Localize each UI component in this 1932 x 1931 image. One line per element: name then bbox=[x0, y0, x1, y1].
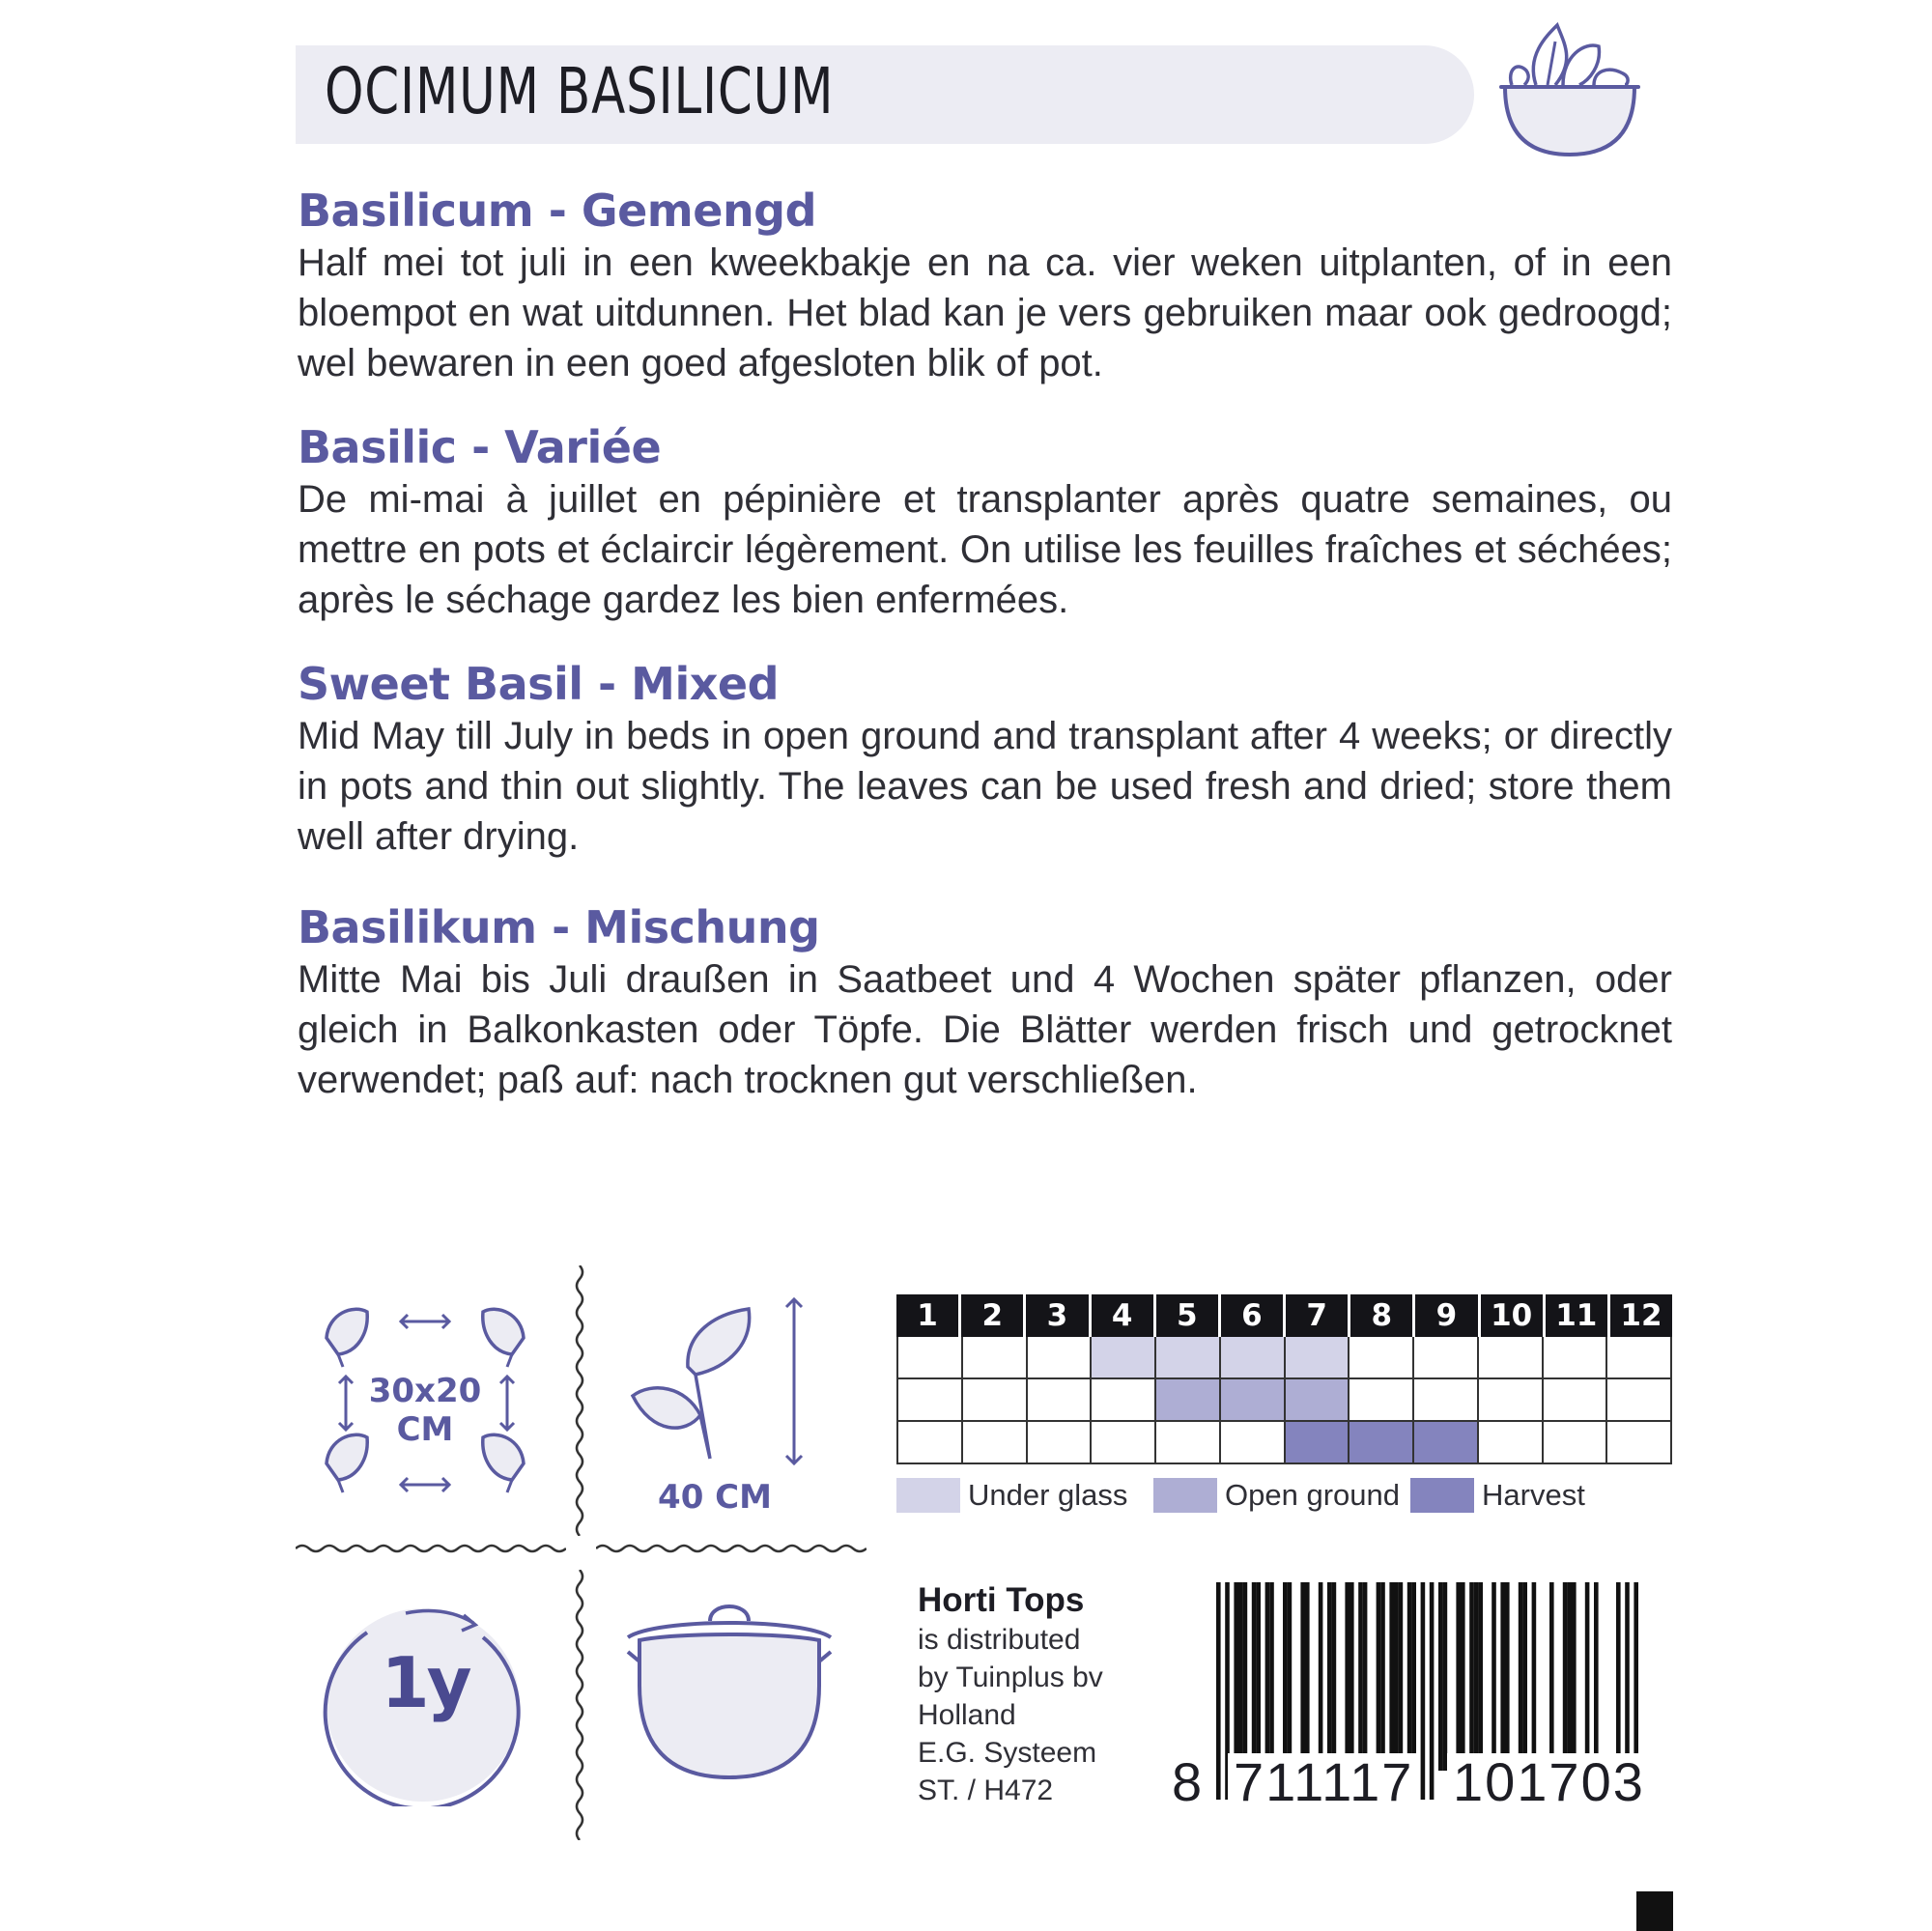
calendar-cell bbox=[1607, 1379, 1672, 1422]
barcode-bar bbox=[1563, 1582, 1568, 1771]
calendar-cell bbox=[963, 1379, 1028, 1422]
barcode-bar bbox=[1283, 1582, 1288, 1771]
calendar-grid bbox=[896, 1337, 1672, 1464]
barcode-bar bbox=[1456, 1582, 1461, 1771]
barcode-bar bbox=[1358, 1582, 1363, 1771]
brand-name: Horti Tops bbox=[918, 1581, 1085, 1619]
barcode-bar bbox=[1252, 1582, 1257, 1771]
barcode-bar bbox=[1332, 1582, 1337, 1771]
life-cycle-label: 1y bbox=[381, 1642, 469, 1723]
legend-under-glass bbox=[896, 1476, 1127, 1515]
barcode-bar bbox=[1522, 1582, 1527, 1771]
sowing-calendar bbox=[896, 1294, 1672, 1464]
barcode-bar bbox=[1585, 1582, 1590, 1771]
legend-swatch bbox=[1410, 1478, 1474, 1513]
barcode-group-right: 101703 bbox=[1447, 1753, 1651, 1811]
calendar-row bbox=[896, 1337, 1672, 1379]
calendar-cell bbox=[1414, 1337, 1479, 1379]
section-title: Basilic - Variée bbox=[298, 421, 662, 473]
spacing-label bbox=[357, 1372, 493, 1449]
barcode-bar bbox=[1492, 1582, 1496, 1771]
plant-height-icon bbox=[618, 1290, 821, 1473]
barcode-bar bbox=[1377, 1582, 1381, 1771]
distributor-line: E.G. Systeem bbox=[918, 1737, 1097, 1769]
barcode-bar bbox=[1350, 1582, 1354, 1771]
print-mark bbox=[1636, 1891, 1673, 1931]
calendar-cell bbox=[898, 1379, 963, 1422]
calendar-cell bbox=[1221, 1337, 1286, 1379]
legend-label: Open ground bbox=[1225, 1478, 1400, 1512]
barcode-bar bbox=[1407, 1582, 1412, 1771]
calendar-cell bbox=[1479, 1422, 1544, 1464]
calendar-cell bbox=[1092, 1337, 1156, 1379]
calendar-cell bbox=[1028, 1379, 1093, 1422]
legend-swatch bbox=[1153, 1478, 1217, 1513]
calendar-cell bbox=[1286, 1422, 1350, 1464]
section-text: Mid May till July in beds in open ground and transplant after 4 weeks; or directly in pots and thin out slightly. The leaves can be used fresh and dried; store them well after drying. bbox=[298, 715, 1672, 858]
legend-label: Harvest bbox=[1482, 1478, 1585, 1512]
wavy-divider bbox=[596, 1539, 867, 1558]
spacing-value: 30x20 bbox=[368, 1372, 482, 1410]
calendar-cell bbox=[1414, 1422, 1479, 1464]
distributor-line: Holland bbox=[918, 1699, 1016, 1731]
month-header: 11 bbox=[1546, 1294, 1610, 1337]
calendar-cell bbox=[1544, 1337, 1608, 1379]
month-header: 7 bbox=[1286, 1294, 1350, 1337]
calendar-cell bbox=[1350, 1379, 1414, 1422]
barcode-bar bbox=[1572, 1582, 1577, 1771]
calendar-cell bbox=[1286, 1337, 1350, 1379]
calendar-cell bbox=[1221, 1422, 1286, 1464]
calendar-cell bbox=[963, 1422, 1028, 1464]
legend-open-ground bbox=[1153, 1476, 1400, 1515]
barcode-bar bbox=[1567, 1582, 1572, 1771]
calendar-row bbox=[896, 1422, 1672, 1464]
barcode-bar bbox=[1438, 1582, 1443, 1771]
section-dutch bbox=[298, 184, 1672, 388]
latin-name: OCIMUM BASILICUM bbox=[325, 54, 835, 128]
distributor-info bbox=[918, 1580, 1103, 1809]
barcode-bar bbox=[1500, 1582, 1505, 1771]
month-header: 5 bbox=[1156, 1294, 1221, 1337]
legend-harvest bbox=[1410, 1476, 1585, 1515]
salad-bowl-icon bbox=[1488, 17, 1642, 162]
section-text: Mitte Mai bis Juli draußen in Saatbeet und 4 Wochen später pflanzen, oder gleich in Balkonkasten oder Töpfe. Die Blätter werden frisch und getrocknet verwendet; paß auf: nach trocknen gut verschließen. bbox=[298, 958, 1672, 1101]
legend-swatch bbox=[896, 1478, 960, 1513]
barcode-bar bbox=[1265, 1582, 1270, 1771]
month-header: 6 bbox=[1221, 1294, 1286, 1337]
calendar-month-header bbox=[896, 1294, 1672, 1337]
barcode-bar bbox=[1394, 1582, 1399, 1771]
calendar-legend bbox=[896, 1476, 1689, 1515]
section-german bbox=[298, 900, 1672, 1105]
barcode-bar bbox=[1389, 1582, 1394, 1771]
barcode-bar bbox=[1363, 1582, 1368, 1771]
barcode-first-digit: 8 bbox=[1172, 1751, 1203, 1812]
section-text: Half mei tot juli in een kweekbakje en na ca. vier weken uitplanten, of in een bloempot en wat uitdunnen. Het blad kan je vers gebruiken maar ook gedroogd; wel bewaren in een goed afgesloten blik of pot. bbox=[298, 241, 1672, 384]
calendar-cell bbox=[1544, 1422, 1608, 1464]
calendar-cell bbox=[1156, 1337, 1221, 1379]
calendar-cell bbox=[1092, 1379, 1156, 1422]
section-title: Basilicum - Gemengd bbox=[298, 185, 817, 237]
calendar-cell bbox=[898, 1337, 963, 1379]
wavy-divider bbox=[296, 1539, 566, 1558]
barcode-bar bbox=[1399, 1582, 1404, 1771]
distributor-line: is distributed bbox=[918, 1624, 1081, 1656]
month-header: 2 bbox=[961, 1294, 1026, 1337]
barcode-bar bbox=[1380, 1582, 1385, 1771]
barcode-bar bbox=[1443, 1582, 1448, 1771]
calendar-cell bbox=[898, 1422, 963, 1464]
barcode-digits bbox=[1172, 1753, 1674, 1811]
month-header: 10 bbox=[1481, 1294, 1546, 1337]
calendar-cell bbox=[1479, 1379, 1544, 1422]
barcode-bar bbox=[1243, 1582, 1248, 1771]
barcode-bar bbox=[1549, 1582, 1554, 1771]
calendar-cell bbox=[963, 1337, 1028, 1379]
barcode-bar bbox=[1345, 1582, 1350, 1771]
barcode-bar bbox=[1532, 1582, 1537, 1771]
barcode-bar bbox=[1234, 1582, 1238, 1771]
calendar-cell bbox=[1544, 1379, 1608, 1422]
section-french bbox=[298, 420, 1672, 625]
barcode-bar bbox=[1269, 1582, 1274, 1771]
barcode-bar bbox=[1238, 1582, 1243, 1771]
section-title: Sweet Basil - Mixed bbox=[298, 658, 780, 710]
section-text: De mi-mai à juillet en pépinière et transplanter après quatre semaines, ou mettre en pots et éclaircir légèrement. On utilise les feuilles fraîches et séchées; après le séchage gardez les bien enfermées. bbox=[298, 478, 1672, 621]
barcode-bar bbox=[1594, 1582, 1599, 1771]
calendar-cell bbox=[1028, 1337, 1093, 1379]
calendar-cell bbox=[1414, 1379, 1479, 1422]
calendar-cell bbox=[1350, 1422, 1414, 1464]
cooking-pot-icon bbox=[618, 1594, 840, 1797]
distributor-line: by Tuinplus bv bbox=[918, 1661, 1103, 1693]
barcode-bar bbox=[1319, 1582, 1323, 1771]
barcode-bar bbox=[1474, 1582, 1479, 1771]
month-header: 3 bbox=[1026, 1294, 1091, 1337]
barcode-bar bbox=[1461, 1582, 1465, 1771]
calendar-cell bbox=[1156, 1379, 1221, 1422]
distributor-line: ST. / H472 bbox=[918, 1775, 1054, 1806]
calendar-cell bbox=[1028, 1422, 1093, 1464]
calendar-cell bbox=[1607, 1422, 1672, 1464]
month-header: 9 bbox=[1415, 1294, 1480, 1337]
legend-label: Under glass bbox=[968, 1478, 1128, 1512]
wavy-divider bbox=[570, 1265, 589, 1536]
barcode-bar bbox=[1300, 1582, 1305, 1771]
calendar-cell bbox=[1092, 1422, 1156, 1464]
barcode-bar bbox=[1327, 1582, 1332, 1771]
barcode-bar bbox=[1305, 1582, 1310, 1771]
calendar-cell bbox=[1286, 1379, 1350, 1422]
section-english bbox=[298, 657, 1672, 862]
calendar-cell bbox=[1607, 1337, 1672, 1379]
barcode-bar bbox=[1616, 1582, 1621, 1771]
barcode-bar bbox=[1256, 1582, 1261, 1771]
barcode-bar bbox=[1505, 1582, 1510, 1771]
month-header: 1 bbox=[896, 1294, 961, 1337]
calendar-cell bbox=[1156, 1422, 1221, 1464]
barcode-bar bbox=[1469, 1582, 1474, 1771]
calendar-cell bbox=[1221, 1379, 1286, 1422]
calendar-cell bbox=[1479, 1337, 1544, 1379]
barcode-bar bbox=[1478, 1582, 1483, 1771]
barcode-bar bbox=[1519, 1582, 1523, 1771]
barcode-group-left: 711117 bbox=[1228, 1753, 1419, 1811]
section-title: Basilikum - Mischung bbox=[298, 901, 820, 953]
barcode-bar bbox=[1288, 1582, 1293, 1771]
calendar-cell bbox=[1350, 1337, 1414, 1379]
month-header: 8 bbox=[1350, 1294, 1415, 1337]
month-header: 12 bbox=[1620, 1298, 1662, 1333]
height-label: 40 CM bbox=[658, 1478, 772, 1517]
wavy-divider bbox=[570, 1570, 589, 1840]
barcode-bar bbox=[1411, 1582, 1416, 1771]
month-header: 4 bbox=[1092, 1294, 1156, 1337]
calendar-row bbox=[896, 1379, 1672, 1422]
spacing-unit: CM bbox=[396, 1410, 454, 1449]
